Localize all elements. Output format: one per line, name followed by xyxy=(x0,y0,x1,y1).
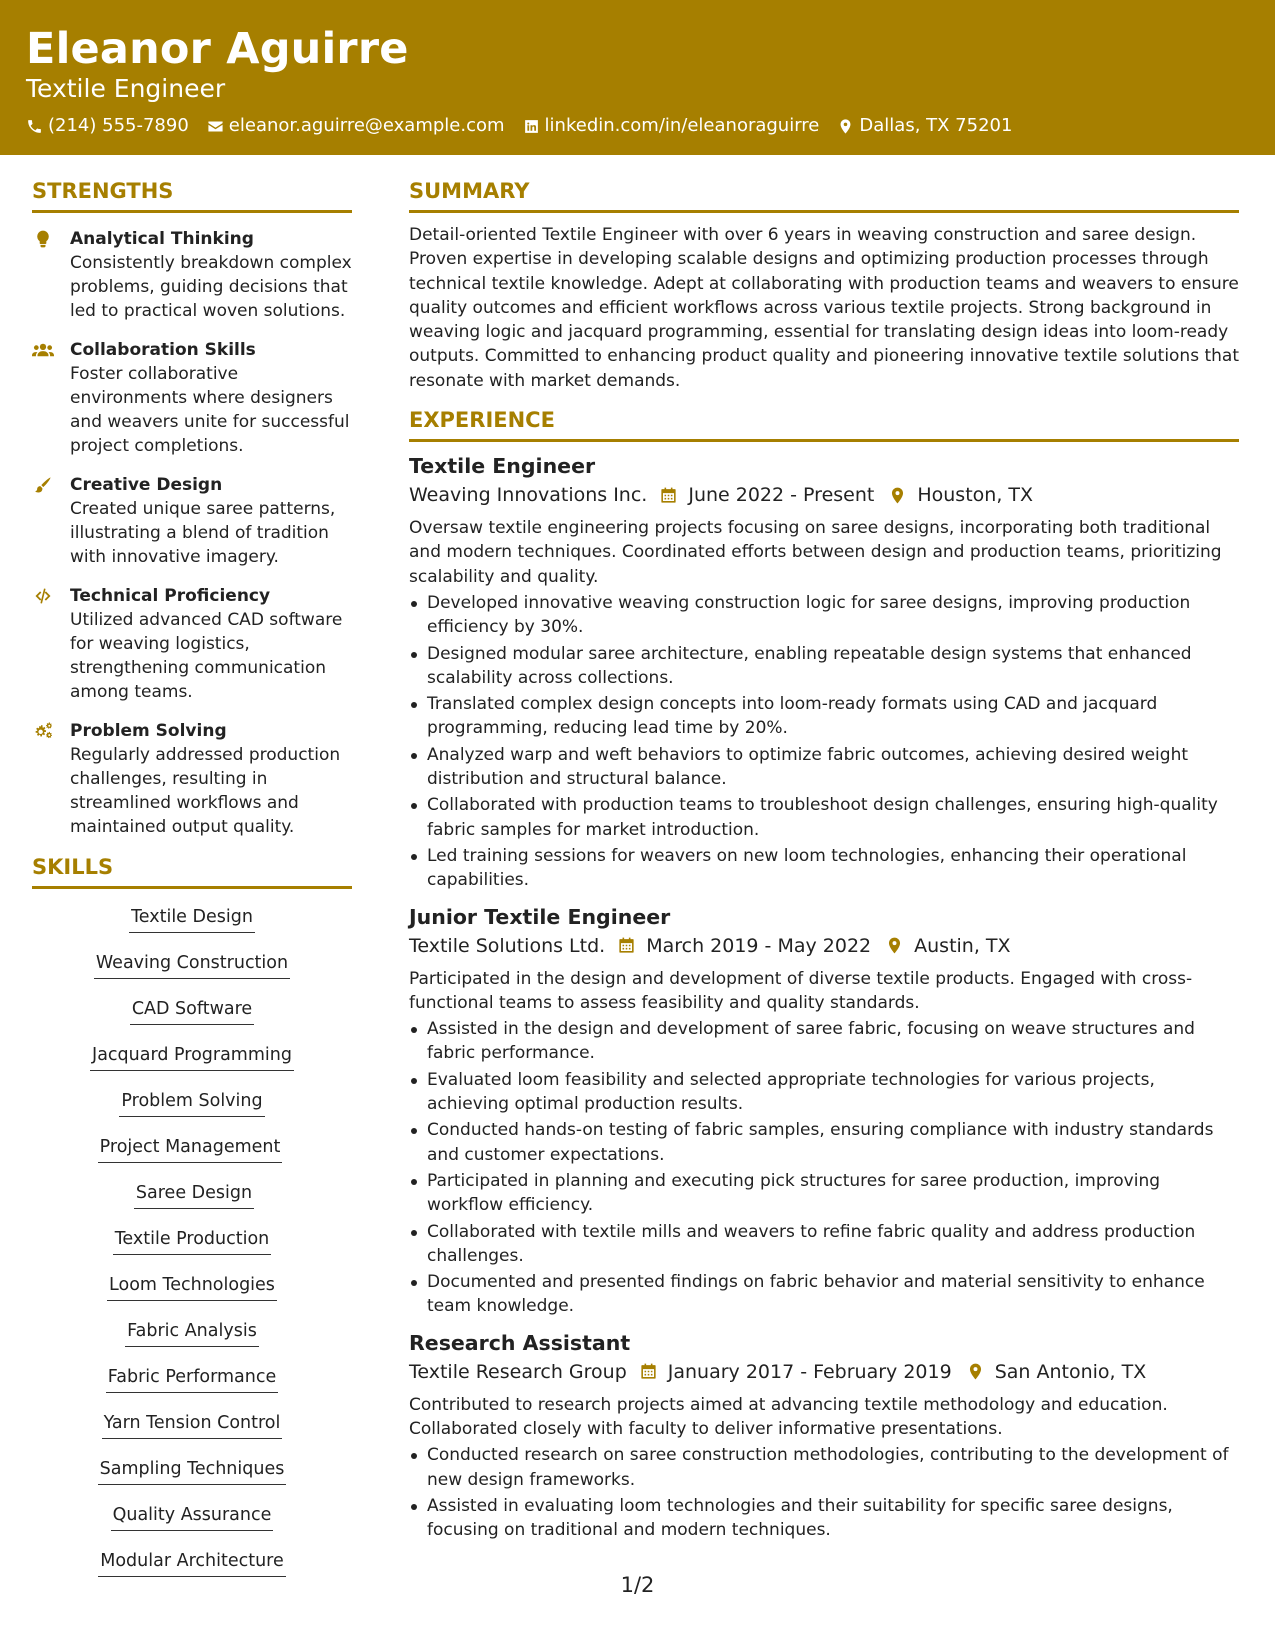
bullet-item: Assisted in evaluating loom technologies and their suitability for specific saree designs, focusing on traditional and modern techniques. xyxy=(409,1494,1239,1543)
bullet-item: Translated complex design concepts into loom-ready formats using CAD and jacquard programming, reducing lead time by 20%. xyxy=(409,692,1239,741)
strength-desc: Foster collaborative environments where designers and weavers unite for successful project completions. xyxy=(70,364,350,456)
job-dates: January 2017 - February 2019 xyxy=(667,1360,952,1383)
job-bullets xyxy=(409,1017,1239,1319)
job-meta xyxy=(409,933,1239,959)
calendar-icon xyxy=(639,1362,658,1381)
contact-location xyxy=(837,114,1012,138)
bullet-item: Assisted in the design and development of saree fabric, focusing on weave structures and fabric performance. xyxy=(409,1017,1239,1066)
job-company: Textile Research Group xyxy=(409,1360,627,1383)
strength-desc: Consistently breakdown complex problems, guiding decisions that led to practical woven solutions. xyxy=(70,253,352,321)
map-pin-icon xyxy=(966,1362,985,1381)
strength-item xyxy=(32,719,352,839)
bullet-item: Collaborated with textile mills and weavers to refine fabric quality and address production challenges. xyxy=(409,1220,1239,1269)
strengths-list xyxy=(32,227,352,839)
skill-tag: Textile Design xyxy=(129,905,255,933)
job-location: San Antonio, TX xyxy=(994,1360,1147,1383)
summary-heading: SUMMARY xyxy=(409,178,1239,213)
bullet-item: Designed modular saree architecture, enabling repeatable design systems that enhanced scalability across collections. xyxy=(409,642,1239,691)
job-description: Oversaw textile engineering projects focusing on saree designs, incorporating both traditional and modern techniques. Coordinated efforts between design and production teams, prioritizing scalability and quality. xyxy=(409,518,1222,587)
strength-title: Technical Proficiency xyxy=(70,586,271,606)
candidate-name: Eleanor Aguirre xyxy=(26,24,409,74)
bullet-item: Conducted hands-on testing of fabric samples, ensuring compliance with industry standards and customer expectations. xyxy=(409,1118,1239,1167)
bullet-item: Documented and presented findings on fabric behavior and material sensitivity to enhance team knowledge. xyxy=(409,1270,1239,1319)
contact-phone[interactable] xyxy=(26,114,189,138)
bullet-item: Led training sessions for weavers on new loom technologies, enhancing their operational capabilities. xyxy=(409,844,1239,893)
skills-list xyxy=(32,889,352,1595)
bullet-item: Evaluated loom feasibility and selected appropriate technologies for various projects, achieving optimal production results. xyxy=(409,1068,1239,1117)
strength-item xyxy=(32,473,352,569)
resume-header xyxy=(0,0,1275,155)
skill-tag: Textile Production xyxy=(113,1227,272,1255)
job-description: Contributed to research projects aimed at advancing textile methodology and education. Collaborated closely with faculty to deliver informative presentations. xyxy=(409,1394,1168,1439)
strength-item xyxy=(32,338,352,458)
code-icon xyxy=(32,586,54,606)
location-text: Dallas, TX 75201 xyxy=(859,115,1013,136)
bullet-item: Collaborated with production teams to troubleshoot design challenges, ensuring high-quality fabric samples for market introduction. xyxy=(409,793,1239,842)
bullet-item: Developed innovative weaving construction logic for saree designs, improving production efficiency by 30%. xyxy=(409,591,1239,640)
job-location: Austin, TX xyxy=(914,934,1011,957)
bullet-item: Analyzed warp and weft behaviors to optimize fabric outcomes, achieving desired weight distribution and structural balance. xyxy=(409,743,1239,792)
job-title: Textile Engineer xyxy=(409,454,596,479)
contact-linkedin[interactable] xyxy=(523,114,820,138)
paintbrush-icon xyxy=(32,475,54,495)
skill-tag: Weaving Construction xyxy=(94,951,290,979)
gears-icon xyxy=(32,721,54,741)
strengths-heading: STRENGTHS xyxy=(32,178,352,213)
users-icon xyxy=(32,340,54,360)
job-location: Houston, TX xyxy=(917,484,1034,507)
skill-tag: Jacquard Programming xyxy=(90,1043,294,1071)
skill-tag: Sampling Techniques xyxy=(98,1457,287,1485)
job-entry xyxy=(409,452,1239,892)
skills-heading: SKILLS xyxy=(32,854,352,889)
skill-tag: Loom Technologies xyxy=(107,1273,277,1301)
job-dates: March 2019 - May 2022 xyxy=(646,934,872,957)
calendar-icon xyxy=(659,486,678,505)
job-company: Weaving Innovations Inc. xyxy=(409,484,648,507)
job-bullets xyxy=(409,591,1239,893)
candidate-title: Textile Engineer xyxy=(26,74,226,103)
strength-desc: Created unique saree patterns, illustrating a blend of tradition with innovative imagery. xyxy=(70,499,336,567)
skill-tag: Fabric Performance xyxy=(106,1365,278,1393)
calendar-icon xyxy=(617,936,636,955)
skill-tag: Fabric Analysis xyxy=(125,1319,259,1347)
linkedin-icon xyxy=(523,118,540,135)
strength-item xyxy=(32,584,352,704)
job-title: Research Assistant xyxy=(409,1330,631,1355)
summary-text: Detail-oriented Textile Engineer with over 6 years in weaving construction and saree design. Proven expertise in developing scalable designs and optimizing production processes through technical textile knowledge. Adept at collaborating with production teams and weavers to ensure quality outcomes and efficient workflows across various textile projects. Strong background in weaving logic and jacquard programming, essential for translating design ideas into loom-ready outputs. Committed to enhancing product quality and pioneering innovative textile solutions that resonate with market demands. xyxy=(409,225,1239,391)
strength-desc: Regularly addressed production challenges, resulting in streamlined workflows and maintained output quality. xyxy=(70,745,341,837)
skill-tag: Modular Architecture xyxy=(98,1549,286,1577)
job-title: Junior Textile Engineer xyxy=(409,904,671,929)
strength-title: Problem Solving xyxy=(70,721,227,741)
phone-icon xyxy=(26,118,43,135)
job-entry xyxy=(409,903,1239,1319)
job-description: Participated in the design and development of diverse textile products. Engaged with cross-functional teams to assess feasibility and quality standards. xyxy=(409,968,1193,1013)
strength-item xyxy=(32,227,352,323)
map-pin-icon xyxy=(837,118,854,135)
strength-title: Collaboration Skills xyxy=(70,340,256,360)
map-pin-icon xyxy=(885,936,904,955)
skill-tag: Yarn Tension Control xyxy=(102,1411,283,1439)
page-number: 1/2 xyxy=(620,1573,655,1597)
linkedin-text: linkedin.com/in/eleanoraguirre xyxy=(544,115,820,136)
envelope-icon xyxy=(207,118,224,135)
phone-text: (214) 555-7890 xyxy=(48,115,189,136)
lightbulb-icon xyxy=(32,229,54,249)
experience-heading: EXPERIENCE xyxy=(409,407,1239,442)
right-column xyxy=(409,178,1239,1544)
strength-desc: Utilized advanced CAD software for weaving logistics, strengthening communication among teams. xyxy=(70,610,343,702)
skill-tag: Quality Assurance xyxy=(111,1503,274,1531)
job-entry xyxy=(409,1329,1239,1543)
job-meta xyxy=(409,482,1239,508)
contact-email[interactable] xyxy=(207,114,505,138)
skill-tag: Problem Solving xyxy=(119,1089,264,1117)
job-bullets xyxy=(409,1443,1239,1542)
bullet-item: Participated in planning and executing pick structures for saree production, improving workflow efficiency. xyxy=(409,1169,1239,1218)
skill-tag: CAD Software xyxy=(130,997,254,1025)
map-pin-icon xyxy=(888,486,907,505)
email-text: eleanor.aguirre@example.com xyxy=(228,115,505,136)
skill-tag: Project Management xyxy=(98,1135,283,1163)
left-column xyxy=(32,178,352,1595)
skill-tag: Saree Design xyxy=(134,1181,254,1209)
strength-title: Creative Design xyxy=(70,475,223,495)
job-company: Textile Solutions Ltd. xyxy=(409,934,606,957)
job-meta xyxy=(409,1359,1239,1385)
bullet-item: Conducted research on saree construction methodologies, contributing to the development of new design frameworks. xyxy=(409,1443,1239,1492)
strength-title: Analytical Thinking xyxy=(70,229,254,249)
contact-bar xyxy=(26,114,1275,138)
job-dates: June 2022 - Present xyxy=(688,484,875,507)
